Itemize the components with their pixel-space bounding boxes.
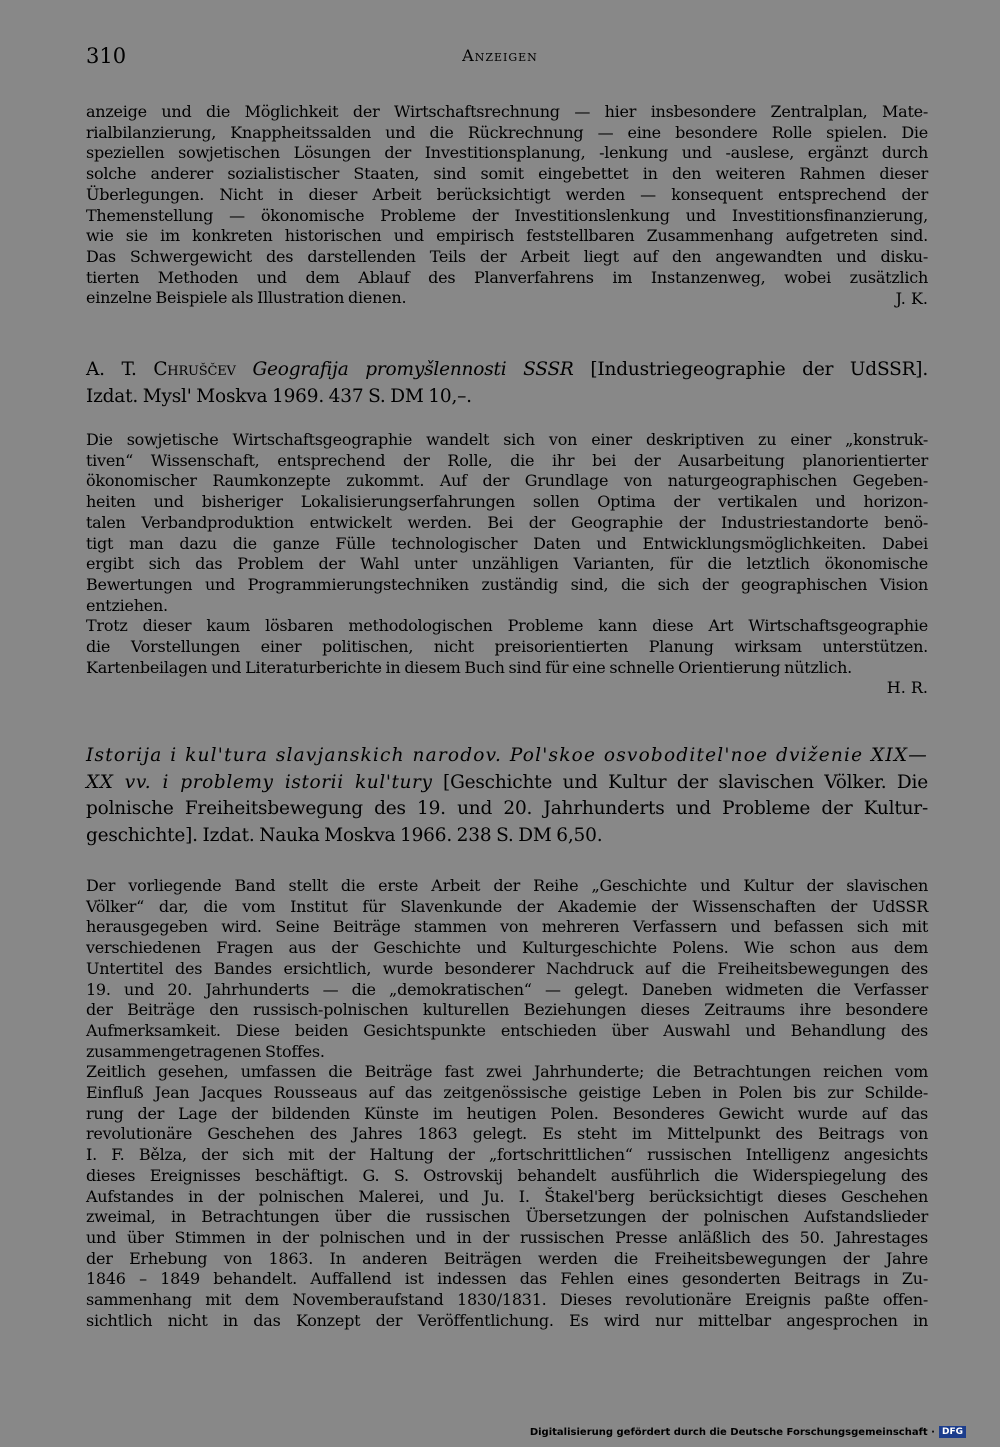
text-line: 19. und 20. Jahrhunderts — die „demokratischen“ — gelegt. Daneben widmeten die Verfasser xyxy=(86,979,928,999)
text-line: einzelne Beispiele als Illustration dienen. xyxy=(86,288,407,308)
review-2 xyxy=(86,357,928,410)
text-line: wie sie im konkreten historischen und empirisch feststellbaren Zusammenhang aufgetreten sind. xyxy=(86,226,928,246)
running-head: Anzeigen xyxy=(462,46,538,65)
review-2-title-translation: [Industriegeographie der UdSSR]. xyxy=(590,359,929,380)
review-3-title: XX vv. i problemy istorii kul'tury xyxy=(86,771,433,793)
review-3-paragraph-2 xyxy=(86,1062,928,1331)
text-line: revolutionäre Geschehen des Jahres 1863 gelegt. Es steht im Mittelpunkt des Beitrags von xyxy=(86,1124,928,1144)
text-line: sichtlich nicht in das Konzept der Veröffentlichung. Es wird nur mittelbar angesprochen in xyxy=(86,1310,928,1330)
text-line: Kartenbeilagen und Literaturberichte in diesem Buch sind für eine schnelle Orientierung nützlich. xyxy=(86,657,852,677)
review-3-heading-line-4: geschichte]. Izdat. Nauka Moskva 1966. 238 S. DM 6,50. xyxy=(86,824,603,846)
text-line: dieses Ereignisses beschäftigt. G. S. Ostrovskij behandelt ausführlich die Widerspiegelung des xyxy=(86,1165,928,1185)
text-line: Aufstandes in der polnischen Malerei, und Ju. I. Štakel'berg berücksichtigt dieses Geschehen xyxy=(86,1186,928,1206)
text-line: ergibt sich das Problem der Wahl unter unzähligen Varianten, für die letztlich ökonomische xyxy=(86,554,928,574)
review-1 xyxy=(86,102,928,309)
text-line: zusammengetragenen Stoffes. xyxy=(86,1041,325,1061)
text-line: Trotz dieser kaum lösbaren methodologischen Probleme kann diese Art Wirtschaftsgeographie xyxy=(86,616,928,636)
text-line: der Beiträge den russisch-polnischen kulturellen Beziehungen dieses Zeitraums ihre besondere xyxy=(86,1000,928,1020)
review-3-title-translation: [Geschichte und Kultur der slavischen Völker. Die xyxy=(443,771,929,793)
review-3-body xyxy=(86,876,928,1331)
text-line: I. F. Bělza, der sich mit der Haltung der „fortschrittlichen“ russischen Intelligenz angesichts xyxy=(86,1145,928,1165)
text-line: anzeige und die Möglichkeit der Wirtschaftsrechnung — hier insbesondere Zentralplan, Mate- xyxy=(86,102,928,121)
review-2-paragraph-1 xyxy=(86,430,928,616)
text-line: solche anderer sozialistischer Staaten, sind somit eingebettet in den weiteren Rahmen dieser xyxy=(86,164,928,184)
text-line: rung der Lage der bildenden Künste im heutigen Polen. Besonderes Gewicht wurde auf das xyxy=(86,1103,928,1123)
text-line: Überlegungen. Nicht in dieser Arbeit berücksichtigt werden — konsequent entsprechend der xyxy=(86,184,928,204)
text-line: entziehen. xyxy=(86,595,168,615)
review-1-signature: J. K. xyxy=(895,289,928,309)
page-number: 310 xyxy=(86,44,127,68)
review-1-text xyxy=(86,102,928,309)
text-line: und über Stimmen in der polnischen und in der russischen Presse anläßlich des 50. Jahrestages xyxy=(86,1227,928,1247)
review-2-signature: H. R. xyxy=(886,678,928,698)
text-line: speziellen sowjetischen Lösungen der Investitionsplanung, -lenkung und -auslese, ergänzt durch xyxy=(86,143,928,163)
review-3-heading-line-3: polnische Freiheitsbewegung des 19. und 20. Jahrhunderts und Probleme der Kultur- xyxy=(86,798,928,819)
text-line: Untertitel des Bandes ersichtlich, wurde besonderer Nachdruck auf die Freiheitsbewegungen des xyxy=(86,958,928,978)
text-line: talen Verbandproduktion entwickelt werden. Bei der Geographie der Industriestandorte benö- xyxy=(86,512,928,532)
text-line: Aufmerksamkeit. Diese beiden Gesichtspunkte entschieden über Auswahl und Behandlung des xyxy=(86,1020,928,1040)
review-2-body xyxy=(86,430,928,698)
review-3-heading-line-1: Istorija i kul'tura slavjanskich narodov. Pol'skoe osvoboditel'noe dviženie XIX— xyxy=(86,745,928,766)
text-line: die Vorstellungen einer politischen, nicht preisorientierten Planung wirksam unterstützen. xyxy=(86,637,928,657)
dfg-logo: DFG xyxy=(939,1426,966,1438)
review-2-author: A. T. Chruščev xyxy=(86,359,236,380)
text-line: ökonomischer Raumkonzepte zukommt. Auf der Grundlage von naturgeographischen Gegeben- xyxy=(86,471,928,491)
review-2-title: Geografija promyšlennosti SSSR xyxy=(252,359,574,380)
text-line: Themenstellung — ökonomische Probleme der Investitionslenkung und Investitionsfinanzierung, xyxy=(86,205,928,225)
text-line: Das Schwergewicht des darstellenden Teils der Arbeit liegt auf den angewandten und disku- xyxy=(86,246,928,266)
review-2-heading-line-1 xyxy=(86,357,928,384)
text-line: der Erhebung von 1863. In anderen Beiträgen werden die Freiheitsbewegungen der Jahre xyxy=(86,1248,928,1268)
footer-text: Digitalisierung gefördert durch die Deutsche Forschungsgemeinschaft · xyxy=(529,1426,935,1438)
text-line: verschiedenen Fragen aus der Geschichte und Kulturgeschichte Polens. Wie schon aus dem xyxy=(86,938,928,958)
text-line: Einfluß Jean Jacques Rousseaus auf das zeitgenössische geistige Leben in Polen bis zur Schilde- xyxy=(86,1083,928,1103)
text-line: tierten Methoden und dem Ablauf des Planverfahrens im Instanzenweg, wobei zusätzlich xyxy=(86,267,928,287)
text-line: Bewertungen und Programmierungstechniken zuständig sind, die sich der geographischen Vision xyxy=(86,574,928,594)
review-3-paragraph-1 xyxy=(86,876,928,1062)
text-line: Zeitlich gesehen, umfassen die Beiträge fast zwei Jahrhunderte; die Betrachtungen reichen vom xyxy=(86,1062,928,1082)
text-line: rialbilanzierung, Knappheitssalden und die Rückrechnung — eine besondere Rolle spielen. Die xyxy=(86,122,928,142)
text-line: Der vorliegende Band stellt die erste Arbeit der Reihe „Geschichte und Kultur der slavischen xyxy=(86,876,928,895)
review-2-heading-line-2: Izdat. Mysl' Moskva 1969. 437 S. DM 10,–. xyxy=(86,385,472,407)
text-line: zweimal, in Betrachtungen über die russischen Übersetzungen der polnischen Aufstandslieder xyxy=(86,1207,928,1227)
text-line: Völker“ dar, die vom Institut für Slavenkunde der Akademie der Wissenschaften der UdSSR xyxy=(86,896,928,916)
text-line: Die sowjetische Wirtschaftsgeographie wandelt sich von einer deskriptiven zu einer „konstruk- xyxy=(86,430,928,449)
digitization-footer xyxy=(530,1426,966,1438)
text-line: 1846 – 1849 behandelt. Auffallend ist indessen das Fehlen eines gesonderten Beitrags in Zu- xyxy=(86,1269,928,1289)
review-3 xyxy=(86,743,928,849)
text-line: tigt man dazu die ganze Fülle technologischer Daten und Entwicklungsmöglichkeiten. Dabei xyxy=(86,533,928,553)
review-3-heading-line-2 xyxy=(86,770,928,797)
text-line: sammenhang mit dem Novemberaufstand 1830/1831. Dieses revolutionäre Ereignis paßte offen- xyxy=(86,1290,928,1310)
text-line: tiven“ Wissenschaft, entsprechend der Rolle, die ihr bei der Ausarbeitung planorientierter xyxy=(86,450,928,470)
text-line: heiten und bisheriger Lokalisierungserfahrungen sollen Optima der vertikalen und horizon- xyxy=(86,492,928,512)
text-line: herausgegeben wird. Seine Beiträge stammen von mehreren Verfassern und befassen sich mit xyxy=(86,917,928,937)
review-2-paragraph-2 xyxy=(86,616,928,678)
